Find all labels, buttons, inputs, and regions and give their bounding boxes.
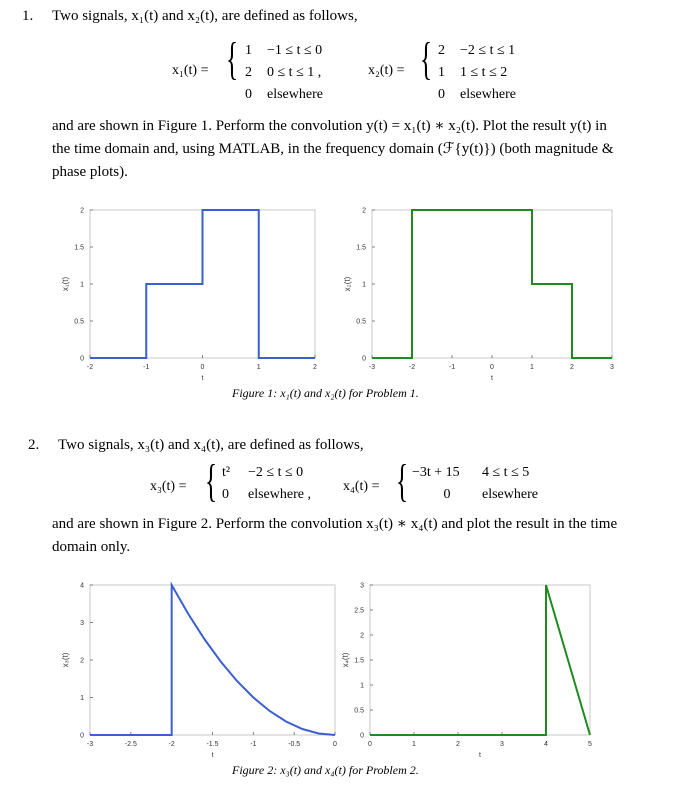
problem-2-intro: Two signals, x₃(t) and x₄(t), are defined as follows, [58, 437, 364, 453]
x3-definition-label: x₃(t) = [150, 479, 187, 494]
y-tick-label: 1 [80, 695, 84, 702]
problem-1-body-line-1: and are shown in Figure 1. Perform the convolution y(t) = x₁(t) ∗ x₂(t). Plot the result y(t) in [52, 118, 607, 134]
x2-brace: { [420, 33, 433, 84]
x-tick-label: 3 [610, 364, 614, 371]
x-tick-label: 0 [490, 364, 494, 371]
x-tick-label: 0 [200, 364, 205, 371]
x-axis-label: t [211, 752, 214, 759]
plot-frame [372, 210, 612, 358]
plot-frame [370, 585, 590, 735]
y-tick-label: 1.5 [356, 244, 366, 252]
problem-2-body-line-1: and are shown in Figure 2. Perform the convolution x₃(t) ∗ x₄(t) and plot the result in the time [52, 516, 618, 532]
y-tick-label: 1 [362, 281, 366, 289]
x-tick-label: -0.5 [288, 741, 301, 748]
x-tick-label: 4 [544, 741, 548, 748]
x4-brace: { [396, 455, 409, 506]
y-tick-label: 2 [80, 657, 84, 665]
x-tick-label: 2 [456, 741, 460, 748]
x4-plot [320, 575, 620, 775]
x3-case-row: t² −2 ≤ t ≤ 0 [222, 465, 304, 480]
y-axis-label: x₄(t) [341, 652, 350, 668]
y-tick-label: 3 [80, 620, 84, 627]
y-tick-label: 1.5 [354, 657, 364, 665]
x-axis-label: t [491, 375, 493, 382]
x3-plot [30, 575, 337, 775]
figure-1-caption: Figure 1: x₁(t) and x₂(t) for Problem 1. [232, 386, 419, 400]
problem-1-body-line-2: the time domain and, using MATLAB, in the frequency domain (ℱ{y(t)}) (both magnitude & [52, 141, 614, 157]
y-tick-label: 0.5 [354, 707, 364, 715]
y-tick-label: 2.5 [354, 607, 364, 615]
y-tick-label: 0 [360, 732, 364, 740]
x-tick-label: 1 [412, 741, 416, 748]
x1-case-row: 2 0 ≤ t ≤ 1 , [245, 65, 322, 80]
problem-1-intro: Two signals, x₁(t) and x₂(t), are defined as follows, [52, 8, 358, 24]
y-tick-label: 0 [80, 355, 84, 363]
x1-case-row: 0 elsewhere [245, 87, 323, 102]
x4-case-row: 0 elsewhere [443, 487, 538, 502]
problem-2-number: 2. [28, 437, 40, 453]
x-tick-label: -1 [143, 364, 150, 371]
x-tick-label: 0 [333, 741, 337, 748]
x-tick-label: 1 [530, 364, 534, 371]
y-axis-label: x₂(t) [343, 276, 352, 292]
x-tick-label: -1.5 [206, 741, 219, 748]
x1-plot [30, 200, 330, 400]
y-tick-label: 4 [80, 582, 84, 590]
plot-frame [90, 585, 335, 735]
x2-case-row: 0 elsewhere [438, 87, 516, 102]
x1-case-row: 1 −1 ≤ t ≤ 0 [245, 43, 323, 58]
x4-cases [412, 462, 538, 506]
y-tick-label: 0 [362, 355, 366, 363]
y-tick-label: 0 [80, 732, 84, 740]
x-axis-label: t [201, 375, 204, 382]
x2-plot [330, 200, 630, 400]
x1-cases [245, 40, 323, 106]
x1-brace: { [226, 33, 239, 84]
x1-definition-label: x₁(t) = [172, 63, 209, 78]
y-tick-label: 1 [360, 682, 364, 690]
problem-1-body-line-3: phase plots). [52, 164, 128, 180]
x-tick-label: -3 [368, 364, 376, 371]
y-tick-label: 3 [360, 582, 364, 590]
x-tick-label: -1 [250, 741, 257, 748]
x4-definition-label: x₄(t) = [343, 479, 380, 494]
problem-2-body-line-2: domain only. [52, 539, 131, 555]
x3-cases [222, 462, 311, 506]
x-tick-label: 2 [313, 364, 317, 371]
x-tick-label: 5 [588, 741, 592, 748]
y-tick-label: 1 [80, 281, 84, 289]
figure-2-caption: Figure 2: x₃(t) and x₄(t) for Problem 2. [232, 763, 419, 777]
y-tick-label: 2 [80, 207, 84, 215]
y-tick-label: 2 [360, 632, 364, 640]
x-axis-label: t [479, 752, 481, 759]
x-tick-label: -2 [168, 741, 175, 748]
x-tick-label: 1 [256, 364, 261, 371]
y-tick-label: 1.5 [74, 244, 84, 252]
x-tick-label: -2.5 [124, 741, 137, 748]
y-tick-label: 2 [362, 207, 366, 215]
x-tick-label: -1 [448, 364, 456, 371]
x2-definition-label: x₂(t) = [368, 63, 405, 78]
x3-brace: { [205, 455, 218, 506]
y-tick-label: 0.5 [74, 318, 84, 326]
x2-case-row: 2 −2 ≤ t ≤ 1 [438, 43, 516, 58]
x-tick-label: 3 [500, 741, 504, 748]
x2-cases [438, 40, 516, 106]
x-tick-label: -2 [408, 364, 416, 371]
x4-case-row: −3t + 15 4 ≤ t ≤ 5 [412, 465, 530, 480]
x-tick-label: -3 [86, 741, 94, 748]
x3-case-row: 0 elsewhere , [222, 487, 311, 502]
x-tick-label: -2 [86, 364, 94, 371]
x-tick-label: 0 [368, 741, 372, 748]
x-tick-label: 2 [570, 364, 574, 371]
y-tick-label: 0.5 [356, 318, 366, 326]
y-axis-label: x₁(t) [61, 276, 70, 292]
problem-1-number: 1. [22, 8, 34, 24]
x2-case-row: 1 1 ≤ t ≤ 2 [438, 65, 508, 80]
y-axis-label: x₃(t) [61, 652, 70, 668]
